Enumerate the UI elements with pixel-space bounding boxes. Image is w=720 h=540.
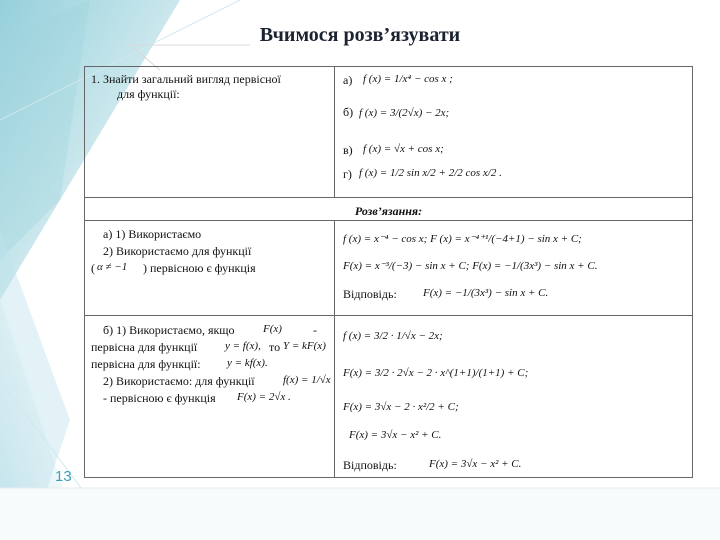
solution-header: Розв’язання: bbox=[354, 204, 423, 218]
part-a-paren: ( bbox=[91, 261, 95, 275]
part-a-line1: f (x) = x⁻⁴ − cos x; F (x) = x⁻⁴⁺¹/(−4+1) − sin x + C; bbox=[343, 233, 582, 245]
part-b-to: то bbox=[269, 340, 281, 354]
part-a-condition: α ≠ −1 bbox=[97, 261, 128, 273]
task-a-label: а) bbox=[343, 73, 353, 87]
part-b-line2: F(x) = 3/2 · 2√x − 2 · x^(1+1)/(1+1) + C; bbox=[343, 367, 529, 379]
part-b-dash: - bbox=[313, 323, 317, 337]
task-statement: 1. Знайти загальний вигляд первісної bbox=[91, 72, 281, 86]
page-title: Вчимося розв’язувати bbox=[259, 24, 461, 46]
part-b-step2-cont: - первісною є функція bbox=[103, 391, 216, 405]
part-b-fsqrt: f(x) = 1/√x bbox=[283, 374, 331, 386]
part-b-step1-cont: первісна для функції bbox=[91, 340, 198, 354]
task-b-label: б) bbox=[343, 105, 354, 119]
part-a-answer-label: Відповідь: bbox=[343, 287, 397, 301]
part-b-step1: б) 1) Використаємо, якщо bbox=[103, 323, 235, 337]
part-b-F: F(x) bbox=[263, 323, 282, 335]
part-b-step2: 2) Використаємо: для функції bbox=[103, 374, 255, 388]
part-a-line2: F(x) = x⁻³/(−3) − sin x + C; F(x) = −1/(3x³) − sin x + C. bbox=[343, 260, 598, 272]
part-b-kF: Y = kF(x) bbox=[283, 340, 326, 352]
part-b-step1-cont2: первісна для функції: bbox=[91, 357, 201, 371]
task-g-formula: f (x) = 1/2 sin x/2 + 2/2 cos x/2 . bbox=[359, 167, 502, 179]
part-a-answer: F(x) = −1/(3x³) − sin x + C. bbox=[423, 287, 549, 299]
task-v-formula: f (x) = √x + cos x; bbox=[363, 143, 444, 155]
page-number: 13 bbox=[55, 468, 72, 485]
task-statement-cont: для функції: bbox=[117, 87, 180, 101]
part-a-step2: 2) Використаємо для функції bbox=[103, 244, 252, 258]
part-b-line1: f (x) = 3/2 · 1/√x − 2x; bbox=[343, 330, 443, 342]
divider bbox=[334, 220, 335, 477]
part-b-line3: F(x) = 3√x − 2 · x²/2 + C; bbox=[343, 401, 459, 413]
task-v-label: в) bbox=[343, 143, 353, 157]
part-a-step1: а) 1) Використаємо bbox=[103, 227, 202, 241]
solution-table bbox=[84, 66, 693, 478]
part-a-step3: ) первісною є функція bbox=[143, 261, 256, 275]
part-b-kf: y = kf(x). bbox=[227, 357, 268, 369]
task-b-formula: f (x) = 3/(2√x) − 2x; bbox=[359, 107, 450, 119]
task-a-formula: f (x) = 1/x⁴ − cos x ; bbox=[363, 73, 453, 85]
divider bbox=[85, 315, 692, 316]
divider bbox=[85, 197, 692, 198]
part-b-F2sqrt: F(x) = 2√x . bbox=[237, 391, 291, 403]
task-g-label: г) bbox=[343, 167, 352, 181]
part-b-answer-label: Відповідь: bbox=[343, 458, 397, 472]
part-b-answer: F(x) = 3√x − x² + C. bbox=[429, 458, 522, 470]
divider bbox=[334, 67, 335, 197]
part-b-line4: F(x) = 3√x − x² + C. bbox=[349, 429, 442, 441]
part-b-fx: y = f(x), bbox=[225, 340, 261, 352]
divider bbox=[85, 220, 692, 221]
